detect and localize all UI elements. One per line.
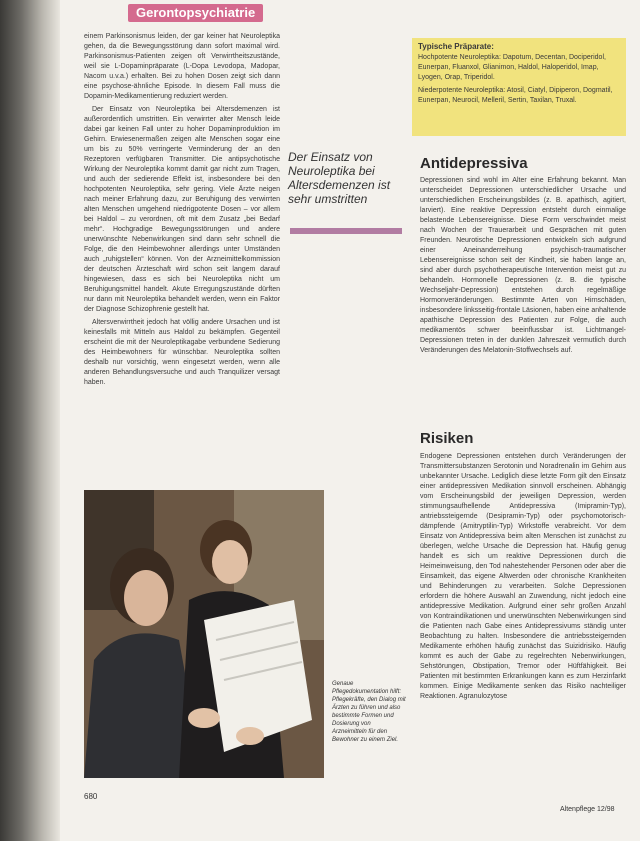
- heading-risiken: Risiken: [420, 430, 474, 447]
- paragraph: Depressionen sind wohl im Alter eine Erfahrung bekannt. Man unterscheidet Depressionen unterschiedlicher Ursache und unterschiedlichen Erscheinungsbildes (z. B. apathisch, agitiert, larviert). Eine reaktive Depression entsteht durch einmalige belastende Lebensereignisse. Diese Form verschwindet meist nach Wochen der Trauerarbeit und Gesprächen mit guten Freunden. Neurotische Depressionen entwickeln sich aufgrund einer Aneinanderreihung psychisch-traumatischer Lebensereignisse schon seit der Kindheit, sie haben lange an, sind aber durch psychotherapeutische Intervention meist gut zu behandeln. Hormonelle Depressionen (z. B. die typische Wechseljahr-Depression) entstehen durch regelmäßige Hormonveränderungen. Bestimmte Arten von Hirnschäden, insbesondere linksseitig-frontale Läsionen, haben eine anhaltende apathische Depression des Patienten zur Folge, die auch medikamentös schwer beeinflussbar ist. Lichtmangel-Depressionen treten in der dunklen Jahreszeit vermutlich durch Veränderungen des Melatonin-Stoffwechsels auf.: [420, 177, 626, 354]
- antidepressiva-text: [420, 176, 626, 416]
- pull-quote: Der Einsatz von Neuroleptika bei Altersdemenzen ist sehr umstritten: [288, 150, 391, 206]
- photo-caption: Genaue Pflegedokumentation hilft: Pflegekräfte, den Dialog mit Ärzten zu führen und also bestimmte Formen und Dosierung von Arzneimitteln für den Bewohner zu einem Ziel.: [332, 681, 406, 743]
- book-spine-shadow: [0, 0, 60, 841]
- info-box-paragraph: Hochpotente Neuroleptika: Dapotum, Decentan, Dociperidol, Eunerpan, Fluanxol, Glianimon, Haldol, Haloperidol, Imap, Lyogen, Orap, Triperidol.: [418, 54, 606, 81]
- info-box-paragraph: Niederpotente Neuroleptika: Atosil, Ciatyl, Dipiperon, Dogmatil, Eunerpan, Neurocil, Melleril, Sertin, Taxilan, Truxal.: [418, 87, 613, 104]
- heading-antidepressiva: Antidepressiva: [420, 155, 528, 172]
- photo-two-women-reading-document: [84, 490, 324, 778]
- paragraph: Endogene Depressionen entstehen durch Veränderungen der Transmittersubstanzen Serotonin und Noradrenalin im Gehirn aus unbekannter Ursache. Lediglich diese letzte Form gilt den Einsatz einer antidepressiven Medikation sinnvoll erscheinen. Abhängig vom Erscheinungsbild der jeweiligen Depression, werden stimmungsaufhellende Antidepressiva (Imipramin-Typ), antriebssteigernde (Desipramin-Typ) oder psychomotorisch-dämpfende (Amitryptilin-Typ) Wirkstoffe verabreicht. Vor dem Einsatz von Antidepressiva beim alten Menschen ist zunächst zu überlegen, welche Ursache die Depression hat. Häufig genug handelt es sich um reaktive Depressionen durch die Heimeinweisung, den Tod nahestehender Personen oder aber die Einsamkeit, das eigene Altwerden oder chronische Krankheiten und Behinderungen zu verarbeiten. Solche Depressionen erfordern die höhere Auswahl an Zuwendung, nicht jedoch eine antidepressive Medikation. Aufgrund einer sehr großen Anzahl von Kontraindikationen und unerwünschten Nebenwirkungen sind die Patienten nach Gabe eines Antidepressivums ständig unter Beobachtung zu halten. Insbesondere die antriebssteigernden Medikamente erhöhen häufig zunächst das Suizidrisiko. Häufig kommt es auch der Gabe zu regelrechten Nebenwirkungen, Sehstörungen, Obstipation, Tremor oder Hüftfähigkeit. Bei Patienten mit bestimmten Erkrankungen kann es zum Herzinfarkt kommen. Einige Medikamente senken das Risiko nachteiliger Reaktionen. Agranulozytose: [420, 453, 626, 700]
- left-column-text: [84, 32, 280, 472]
- section-tab: Gerontopsychiatrie: [128, 4, 263, 22]
- paragraph: einem Parkinsonismus leiden, der gar keiner hat Neuroleptika gehen, da die Bewegungsstörung dann sofort maximal wird. Parkinsonismus-Patienten zeigen oft Verwirrtheitszustände, weil sie L-Dopaminpräparate (L-Dopa Levodopa, Madopar, Nacom u.v.a.) erhalten. Bei zu hohen Dosen zeigt sich dann eine psychose-ähnliche Episode. In diesem Fall muss die Dopamin-Medikamentierung reduziert werden.: [84, 33, 280, 100]
- page-number: 680: [84, 792, 98, 801]
- info-box-title: Typische Präparate:: [418, 42, 494, 51]
- paragraph: Altersverwirrtheit jedoch hat völlig andere Ursachen und ist keinesfalls mit Mitteln aus Haldol zu bekämpfen. Gegenteil erscheint die mit der Neuroleptikagabe verbundene Sedierung des Heimbewohners für wünschbar. Neuroleptika sollten deshalb nur vorsichtig, wenn eingesetzt werden, wenn alle anderen Behandlungsversuche und auch Tranquilizer versagt haben.: [84, 319, 280, 386]
- info-box-typical-preparations: [412, 38, 626, 136]
- pull-quote-bar: [290, 228, 402, 234]
- journal-issue: Altenpflege 12/98: [560, 806, 615, 813]
- risiken-text: [420, 452, 626, 804]
- paragraph: Der Einsatz von Neuroleptika bei Altersdemenzen ist außerordentlich umstritten. Ein verwirrter alter Mensch leide dabei gar keinen Fall unter zu hoher Dopaminproduktion im Gehirn. Erwiesenermaßen zeigen alte Menschen sogar eine um bis zu 50% verringerte Verminderung der an den Rezeptoren verfügbaren Transmitter. Die antipsychotische Wirkung der Neuroleptika kommt damit gar nicht zum Tragen, und auch der sedierende Effekt ist, insbesondere bei den hochpotenten Neuroleptika, sehr gering. Viele Ärzte neigen nach meiner Erfahrung dazu, zur Beruhigung des verwirrten alten Menschen umgehend niedrigpotente Dosen – vor allem bei Haldol – zu verordnen, oft mit dem Zusatz „bei Bedarf mehr“. Hochgradige Bewegungsstörungen und andere unerwünschte Nebenwirkungen sind dann sehr schnell die Folge, die den Heimbewohner allerdings unter Umständen auch „ruhigstellen“ können. Von der Arzneimittelkommission der deutschen Ärzteschaft wird schon seit langem darauf hingewiesen, dass es sich bei Neuroleptika nicht um Beruhigungsmittel handelt. Akute Erregungszustände dürften nur dann mit Neuroleptika behandelt werden, wenn ein Faktor der Diagnose Schizophrenie gestellt hat.: [84, 106, 280, 313]
